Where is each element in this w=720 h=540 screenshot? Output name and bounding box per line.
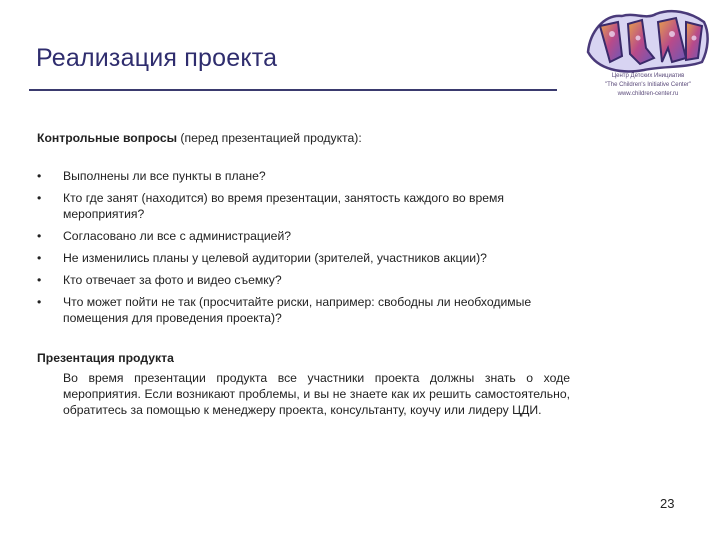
bullet-marker: •	[37, 295, 42, 309]
checklist-item	[37, 250, 570, 266]
logo-caption-line1: Центр Детских Инициатив	[611, 73, 685, 79]
logo-caption-line3: www.children-center.ru	[617, 91, 679, 97]
checklist-item	[37, 168, 570, 184]
checklist	[37, 168, 570, 326]
intro-line	[37, 130, 570, 146]
checklist-item-text: Кто где занят (находится) во время презентации, занятость каждого во время мероприятия?	[63, 191, 505, 221]
checklist-item-text: Выполнены ли все пункты в плане?	[63, 169, 266, 183]
bullet-marker: •	[37, 169, 42, 183]
title-divider	[29, 89, 557, 91]
intro-bold: Контрольные вопросы	[37, 131, 178, 145]
logo-caption-line2: "The Children's Initiative Center"	[604, 82, 692, 88]
logo-caption	[584, 72, 712, 99]
section-heading: Презентация продукта	[37, 351, 174, 365]
checklist-item	[37, 294, 570, 326]
checklist-item-text: Согласовано ли все с администрацией?	[63, 229, 292, 243]
slide-content	[37, 130, 570, 418]
checklist-item	[37, 228, 570, 244]
bullet-marker: •	[37, 273, 42, 287]
slide-title: Реализация проекта	[36, 44, 278, 72]
checklist-item	[37, 272, 570, 288]
checklist-item	[37, 190, 570, 222]
bullet-marker: •	[37, 229, 42, 243]
cdi-logo	[582, 4, 714, 116]
checklist-item-text: Не изменились планы у целевой аудитории (зрителей, участников акции)?	[63, 251, 487, 265]
bullet-marker: •	[37, 251, 42, 265]
section-paragraph: Во время презентации продукта все участники проекта должны знать о ходе мероприятия. Если возникают проблемы, и вы не знаете как их решить самостоятельно, обратитесь за помощью к менеджеру проекта, консультанту, коучу или лидеру ЦДИ.	[63, 371, 570, 417]
intro-rest: (перед презентацией продукта):	[177, 131, 362, 145]
bullet-marker: •	[37, 191, 42, 205]
checklist-item-text: Кто отвечает за фото и видео съемку?	[63, 273, 282, 287]
checklist-item-text: Что может пойти не так (просчитайте риски, например: свободны ли необходимые помещения для проведения проекта)?	[63, 295, 532, 325]
page-number: 23	[660, 496, 675, 511]
